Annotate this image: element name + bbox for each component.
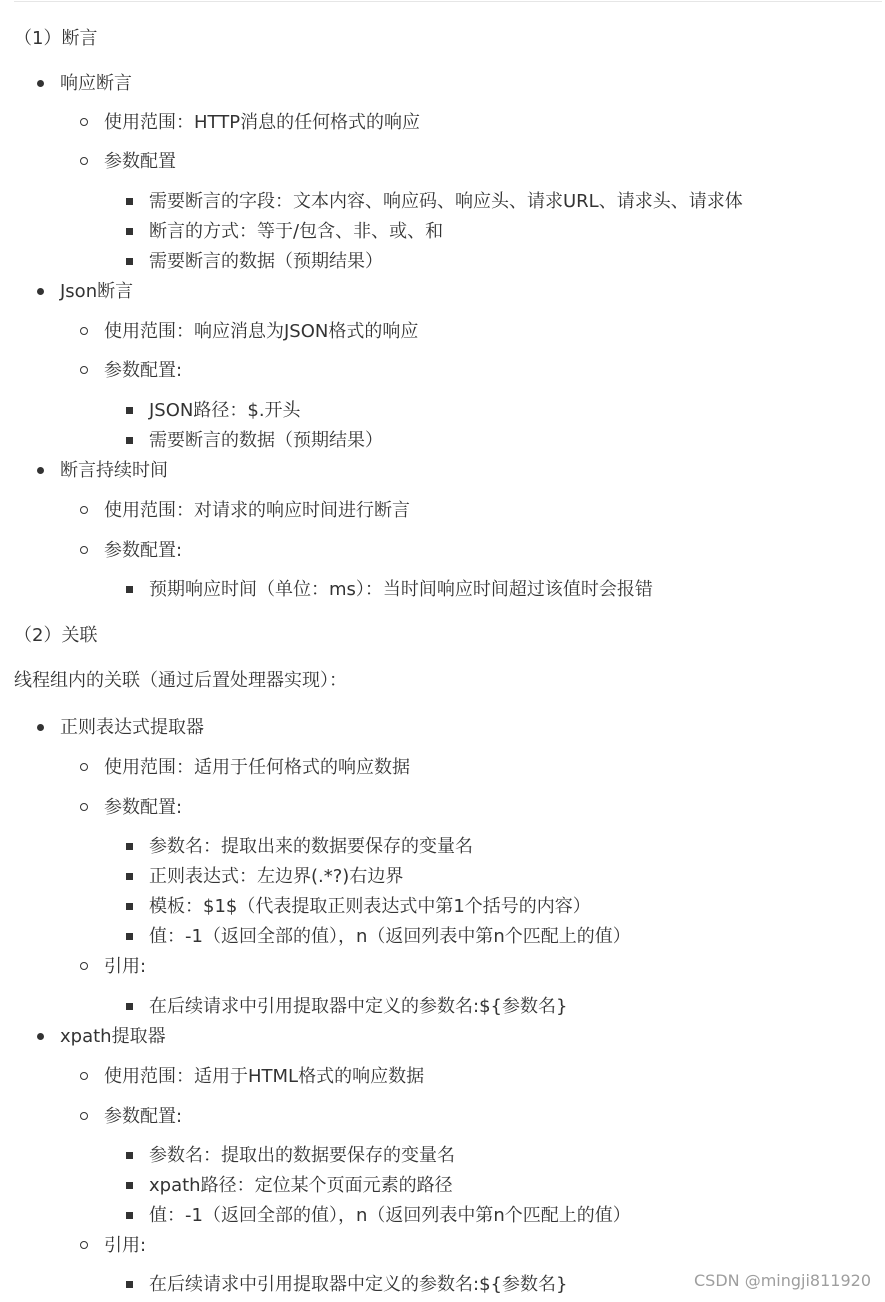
circle-bullet — [80, 1072, 88, 1080]
list-item: 断言持续时间 — [60, 460, 168, 481]
square-bullet — [126, 933, 133, 940]
list-item: 使用范围：HTTP消息的任何格式的响应 — [104, 112, 421, 133]
list-item: 使用范围：响应消息为JSON格式的响应 — [104, 321, 419, 342]
disc-bullet — [37, 1033, 44, 1040]
list-item: 需要断言的数据（预期结果） — [149, 251, 383, 272]
list-item: xpath提取器 — [60, 1026, 166, 1047]
square-bullet — [126, 843, 133, 850]
list-item: 响应断言 — [60, 73, 132, 94]
circle-bullet — [80, 962, 88, 970]
list-item: 参数名：提取出来的数据要保存的变量名 — [149, 836, 473, 857]
section-heading-assertions: （1）断言 — [14, 28, 98, 49]
list-item: 引用: — [104, 1235, 147, 1256]
square-bullet — [126, 1003, 133, 1010]
list-item: 值：-1（返回全部的值），n（返回列表中第n个匹配上的值） — [149, 926, 631, 947]
square-bullet — [126, 873, 133, 880]
list-item: JSON路径：$.开头 — [149, 400, 301, 421]
square-bullet — [126, 1281, 133, 1288]
list-item: 引用: — [104, 956, 147, 977]
circle-bullet — [80, 1241, 88, 1249]
list-item: 参数配置: — [104, 797, 183, 818]
list-item: 预期响应时间（单位：ms）：当时间响应时间超过该值时会报错 — [149, 579, 653, 600]
circle-bullet — [80, 803, 88, 811]
disc-bullet — [37, 288, 44, 295]
disc-bullet — [37, 467, 44, 474]
circle-bullet — [80, 763, 88, 771]
list-item: 正则表达式提取器 — [60, 717, 204, 738]
square-bullet — [126, 437, 133, 444]
circle-bullet — [80, 366, 88, 374]
square-bullet — [126, 1152, 133, 1159]
list-item: 值：-1（返回全部的值），n（返回列表中第n个匹配上的值） — [149, 1205, 631, 1226]
section-heading-correlation: （2）关联 — [14, 625, 98, 646]
circle-bullet — [80, 157, 88, 165]
list-item: 模板：$1$（代表提取正则表达式中第1个括号的内容） — [149, 896, 591, 917]
list-item: 使用范围：适用于任何格式的响应数据 — [104, 757, 410, 778]
circle-bullet — [80, 118, 88, 126]
list-item: 参数配置 — [104, 151, 176, 172]
square-bullet — [126, 586, 133, 593]
list-item: 参数配置: — [104, 360, 183, 381]
list-item: 断言的方式：等于/包含、非、或、和 — [149, 221, 444, 242]
disc-bullet — [37, 80, 44, 87]
list-item: 使用范围：对请求的响应时间进行断言 — [104, 500, 410, 521]
circle-bullet — [80, 506, 88, 514]
square-bullet — [126, 407, 133, 414]
csdn-watermark: CSDN @mingji811920 — [694, 1271, 871, 1290]
square-bullet — [126, 1182, 133, 1189]
square-bullet — [126, 903, 133, 910]
list-item: 参数配置: — [104, 1106, 183, 1127]
list-item: 参数配置: — [104, 540, 183, 561]
circle-bullet — [80, 546, 88, 554]
list-item: 参数名：提取出的数据要保存的变量名 — [149, 1145, 455, 1166]
circle-bullet — [80, 1112, 88, 1120]
list-item: 在后续请求中引用提取器中定义的参数名:${参数名} — [149, 1274, 568, 1295]
list-item: 需要断言的数据（预期结果） — [149, 430, 383, 451]
disc-bullet — [37, 724, 44, 731]
list-item: xpath路径：定位某个页面元素的路径 — [149, 1175, 453, 1196]
paragraph-intro: 线程组内的关联（通过后置处理器实现）： — [14, 670, 347, 691]
square-bullet — [126, 258, 133, 265]
list-item: 使用范围：适用于HTML格式的响应数据 — [104, 1066, 425, 1087]
square-bullet — [126, 1212, 133, 1219]
list-item: 在后续请求中引用提取器中定义的参数名:${参数名} — [149, 996, 568, 1017]
square-bullet — [126, 228, 133, 235]
list-item: 正则表达式：左边界(.*?)右边界 — [149, 866, 404, 887]
circle-bullet — [80, 327, 88, 335]
list-item: Json断言 — [60, 281, 134, 302]
list-item: 需要断言的字段：文本内容、响应码、响应头、请求URL、请求头、请求体 — [149, 191, 743, 212]
square-bullet — [126, 198, 133, 205]
top-divider — [14, 1, 882, 2]
